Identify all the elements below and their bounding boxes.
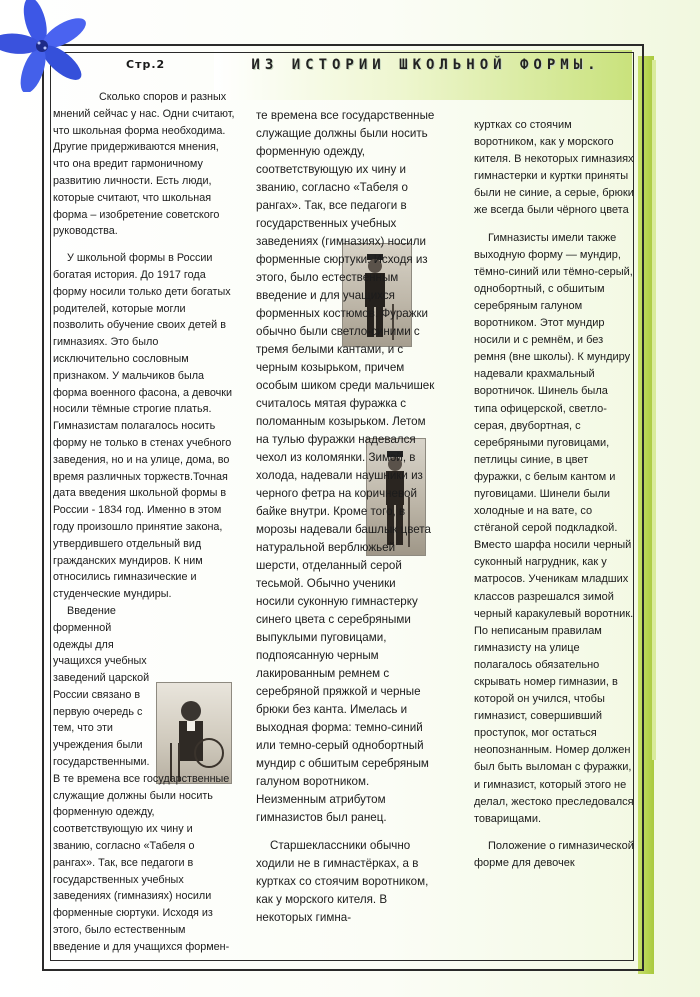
column1-paragraph-1: Сколько споров и разных мнений сейчас у нас. Одни считают, что школьная форма необходима. Другие придерживаются мнения, что она вредит гармоничному развитию личности. Есть люди, которые считают, что школьная форма – изобретение советского руководства. bbox=[53, 91, 235, 238]
article-title: ИЗ ИСТОРИИ ШКОЛЬНОЙ ФОРМЫ. bbox=[251, 57, 601, 73]
article-column-1 bbox=[53, 89, 235, 956]
article-column-2 bbox=[256, 107, 436, 927]
article-column-3 bbox=[474, 117, 634, 872]
column1-paragraph-3: Введение форменной одежды для учащихся учебных заведений царской России связано в первую очередь с тем, что эти учреждения были государственными. В те времена все государственные служащие должны были носить форменную одежду, соответствующую их чину и званию, согласно «Табеля о рангах». Так, все педагоги в государственных учебных заведениях (гимназиях) носили форменные сюртуки. Исходя из этого, было естественным введение и для учащихся формен- bbox=[53, 604, 230, 953]
photo-spacer-1 bbox=[155, 653, 235, 765]
column3-paragraph-3: Положение о гимназической форме для девочек bbox=[474, 839, 634, 869]
column2-paragraph-1: те времена все государственные служащие должны были носить форменную одежду, соответствующую их чину и званию, согласно «Табеля о рангах». Так, все педагоги в государственных учебных заведениях (гимназиях) носили форменные сюртуки. Исходя из этого, было естественным введение и для учащихся форменных костюмов. Фуражки обычно были светло-синими с тремя белыми кантами, и с черным козырьком, причем особым шиком среди мальчишек считалось мятая фуражка с поломанным козырьком. Летом на тулью фуражки надевался чехол из коломянки. Зимой, в холода, надевали наушники из черного фетра на коричневой байке внутри. Кроме того, в морозы надевали башлык цвета натуральной верблюжьей шерсти, отделанный серой тесьмой. Обычно ученики носили суконную гимнастерку синего цвета с серебряными выпуклыми пуговицами, подпоясанную черным лакированным ремнем с серебряной пряжкой и черные брюки без канта. Имелась и выходная форма: темно-синий или темно-серый однобортный мундир с обшитым серебряным галуном воротником. Неизменным атрибутом гимназистов был ранец. bbox=[256, 109, 435, 824]
column3-paragraph-1: куртках со стоячим воротником, как у морского кителя. В некоторых гимназиях гимнастерки и куртки приняты были не синие, а серые, брюки же всегда были чёрного цвета bbox=[474, 119, 634, 217]
page-number: Стр.2 bbox=[126, 58, 166, 71]
column3-paragraph-2: Гимназисты имели также выходную форму — мундир, тёмно-синий или тёмно-серый, однобортный, с обшитым серебряным галуном воротником. Этот мундир носили и с ремнём, и без ремня (вне школы). К мундиру надевали крахмальный воротничок. Шинель была типа офицерской, светло-серая, двубортная, с серебряными пуговицами, петлицы синие, в цвет фуражки, с белым кантом и пуговицами. Шинели были холодные и на вате, со стёганой серой подкладкой. Вместо шарфа носили черный суконный нагрудник, как у матросов. Ученикам младших классов разрешался зимой черный каракулевый воротник. По неписаным правилам гимназисту на улице полагалось обязательно скрывать номер гимназии, в которой он учился, чтобы гимназист, совершивший проступок, мог остаться неопознанным. Номер должен был быть выломан с фуражки, и гимназист, который этого не делал, жестоко преследовался товарищами. bbox=[474, 231, 634, 825]
column2-paragraph-2: Старшеклассники обычно ходили не в гимнастёрках, а в куртках со стоячим воротником, как у морского кителя. В некоторых гимна- bbox=[256, 839, 429, 924]
column1-paragraph-2: У школьной формы в России богатая история. До 1917 года форму носили только дети богатых родителей, которые могли позволить обучение своих детей в гимназиях. Это было исключительно сословным признаком. У мальчиков была форма военного фасона, а девочки носили тёмные строгие платья. Гимназистам полагалось носить форму не только в стенах учебного заведения, но и на улице, дома, во время различных торжеств.Точная дата введения школьной формы в России - 1834 год. Именно в этом году произошло принятие закона, утвердившего отдельный вид гражданских мундиров. К ним относились гимназические и студенческие мундиры. bbox=[53, 252, 233, 601]
green-margin-highlight bbox=[652, 60, 656, 760]
flower-icon bbox=[0, 0, 112, 92]
